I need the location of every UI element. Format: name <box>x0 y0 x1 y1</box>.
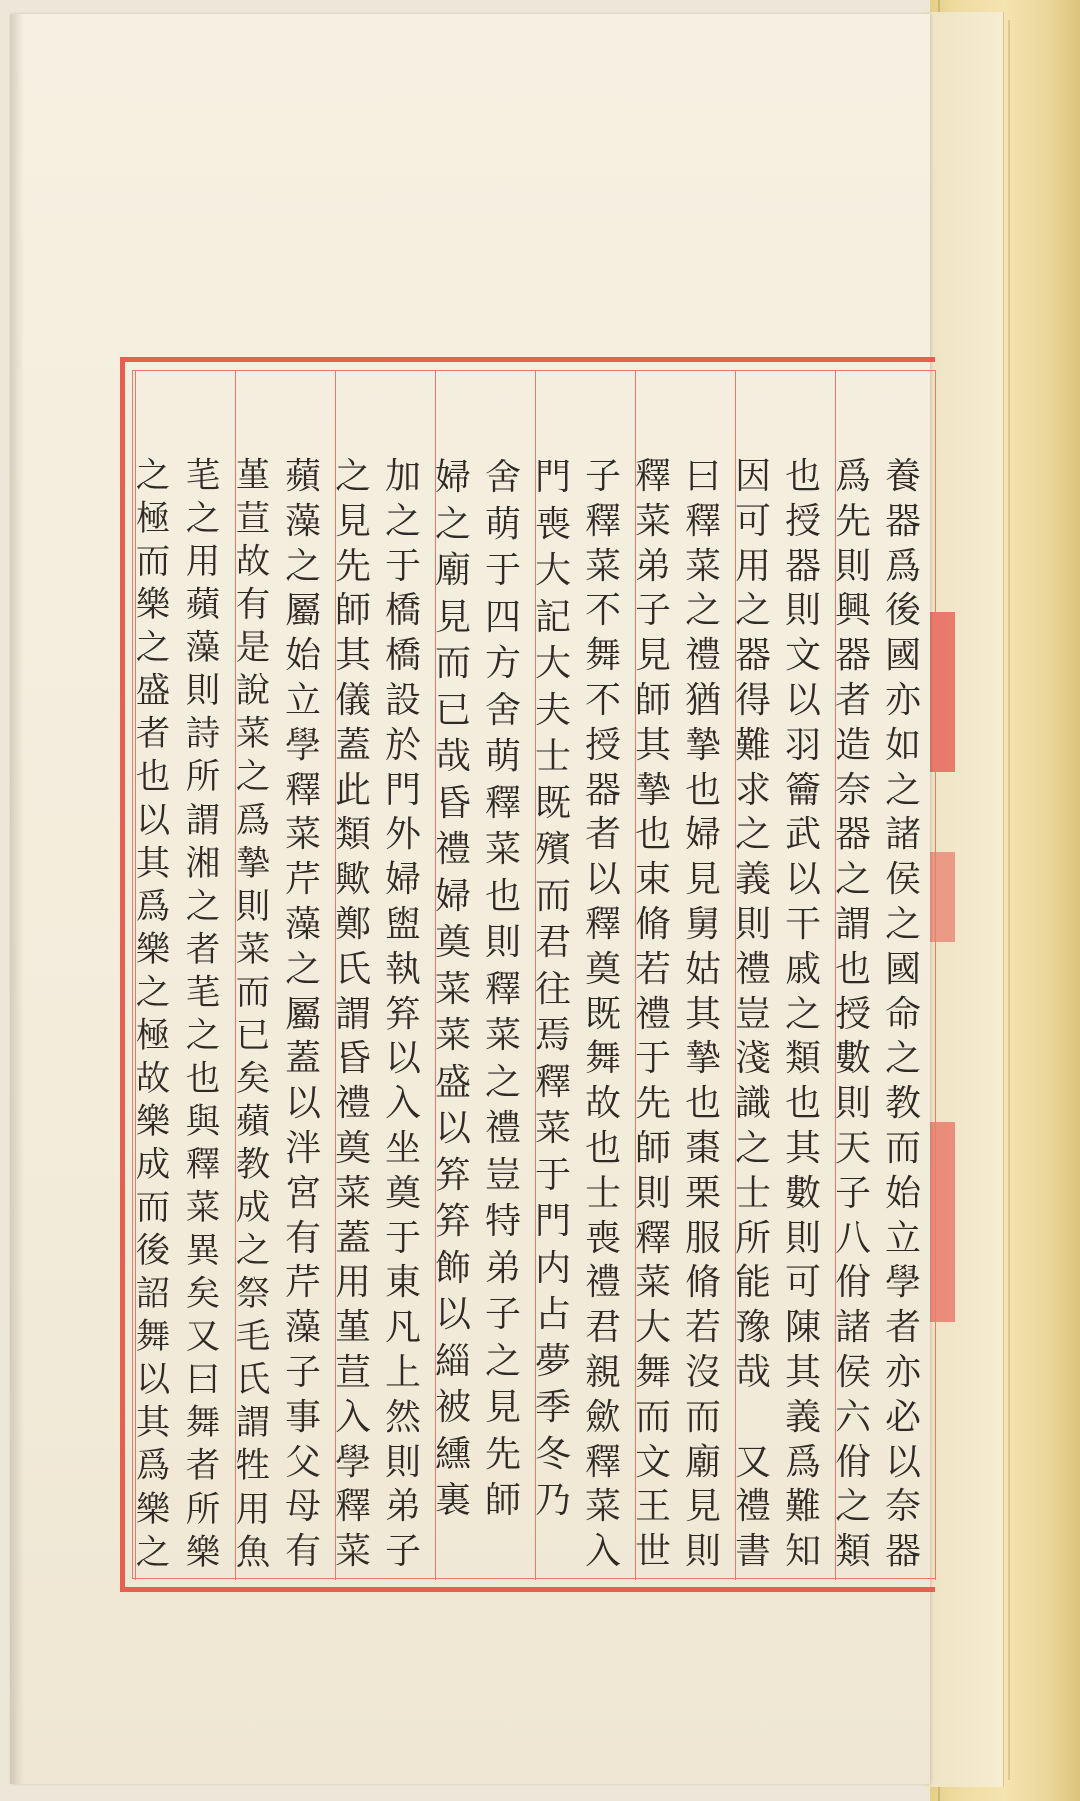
under-page-edge <box>925 12 1004 1787</box>
text-column-1: 養 器 爲 後 國 亦 如 之 諸 侯 之 國 命 之 教 而 始 立 學 者 亦 必 以 奈 器 <box>885 456 921 1573</box>
text-column-5: 曰 釋 菜 之 禮 猶 摯 也 婦 見 舅 姑 其 摯 也 棗 栗 服 脩 若 沒 而 廟 見 則 <box>685 456 721 1573</box>
column-rule-line <box>935 370 936 1580</box>
text-column-15: 芼 之 用 蘋 藻 則 詩 所 謂 湘 之 者 芼 之 也 與 釋 菜 異 矣 又 曰 舞 者 所 樂 <box>185 456 221 1573</box>
text-column-2: 爲 先 則 興 器 者 造 奈 器 之 謂 也 授 數 則 天 子 八 佾 諸 侯 六 佾 之 類 <box>835 456 871 1573</box>
text-column-10: 婦 之 廟 見 而 已 哉 昏 禮 婦 奠 菜 菜 盛 以 笲 笲 飾 以 緇 被 纁 裏 <box>434 457 471 1521</box>
text-column-12: 之 見 先 師 其 儀 蓋 此 類 歟 鄭 氏 謂 昏 禮 奠 菜 蓋 用 堇 荁 入 學 釋 菜 <box>335 456 371 1573</box>
text-column-3: 也 授 器 則 文 以 羽 籥 武 以 干 戚 之 類 也 其 數 則 可 陳 其 義 爲 難 知 <box>785 456 821 1573</box>
text-column-7: 子 釋 菜 不 舞 不 授 器 者 以 釋 奠 既 舞 故 也 士 喪 禮 君 親 歛 釋 菜 入 <box>585 456 621 1573</box>
text-column-16: 之 極 而 樂 之 盛 者 也 以 其 爲 樂 之 極 故 樂 成 而 後 詔 舞 以 其 爲 樂 之 <box>135 456 171 1573</box>
text-column-4: 因 可 用 之 器 得 難 求 之 義 則 禮 豈 淺 識 之 士 所 能 豫 哉 又 禮 書 <box>735 456 771 1573</box>
text-column-14: 堇 荁 故 有 是 說 菜 之 爲 摯 則 菜 而 已 矣 蘋 教 成 之 祭 毛 氏 謂 牲 用 魚 <box>235 456 271 1573</box>
text-column-11: 加 之 于 橋 橋 設 於 門 外 婦 盥 執 笲 以 入 坐 奠 于 東 凡 上 然 則 弟 子 <box>385 456 421 1573</box>
text-column-8: 門 喪 大 記 大 夫 士 既 殯 而 君 往 焉 釋 菜 于 門 内 占 夢 季 冬 乃 <box>534 457 571 1521</box>
text-column-13: 蘋 藻 之 屬 始 立 學 釋 菜 芹 藻 之 屬 蓋 以 泮 宮 有 芹 藻 子 事 父 母 有 <box>285 456 321 1573</box>
text-column-9: 舍 萌 于 四 方 舍 萌 釋 菜 也 則 釋 菜 之 禮 豈 特 弟 子 之 見 先 師 <box>484 457 521 1521</box>
page-fold-shadow <box>10 14 24 1784</box>
text-column-6: 釋 菜 弟 子 見 師 其 摯 也 束 脩 若 禮 于 先 師 則 釋 菜 大 舞 而 文 王 世 <box>635 456 671 1573</box>
